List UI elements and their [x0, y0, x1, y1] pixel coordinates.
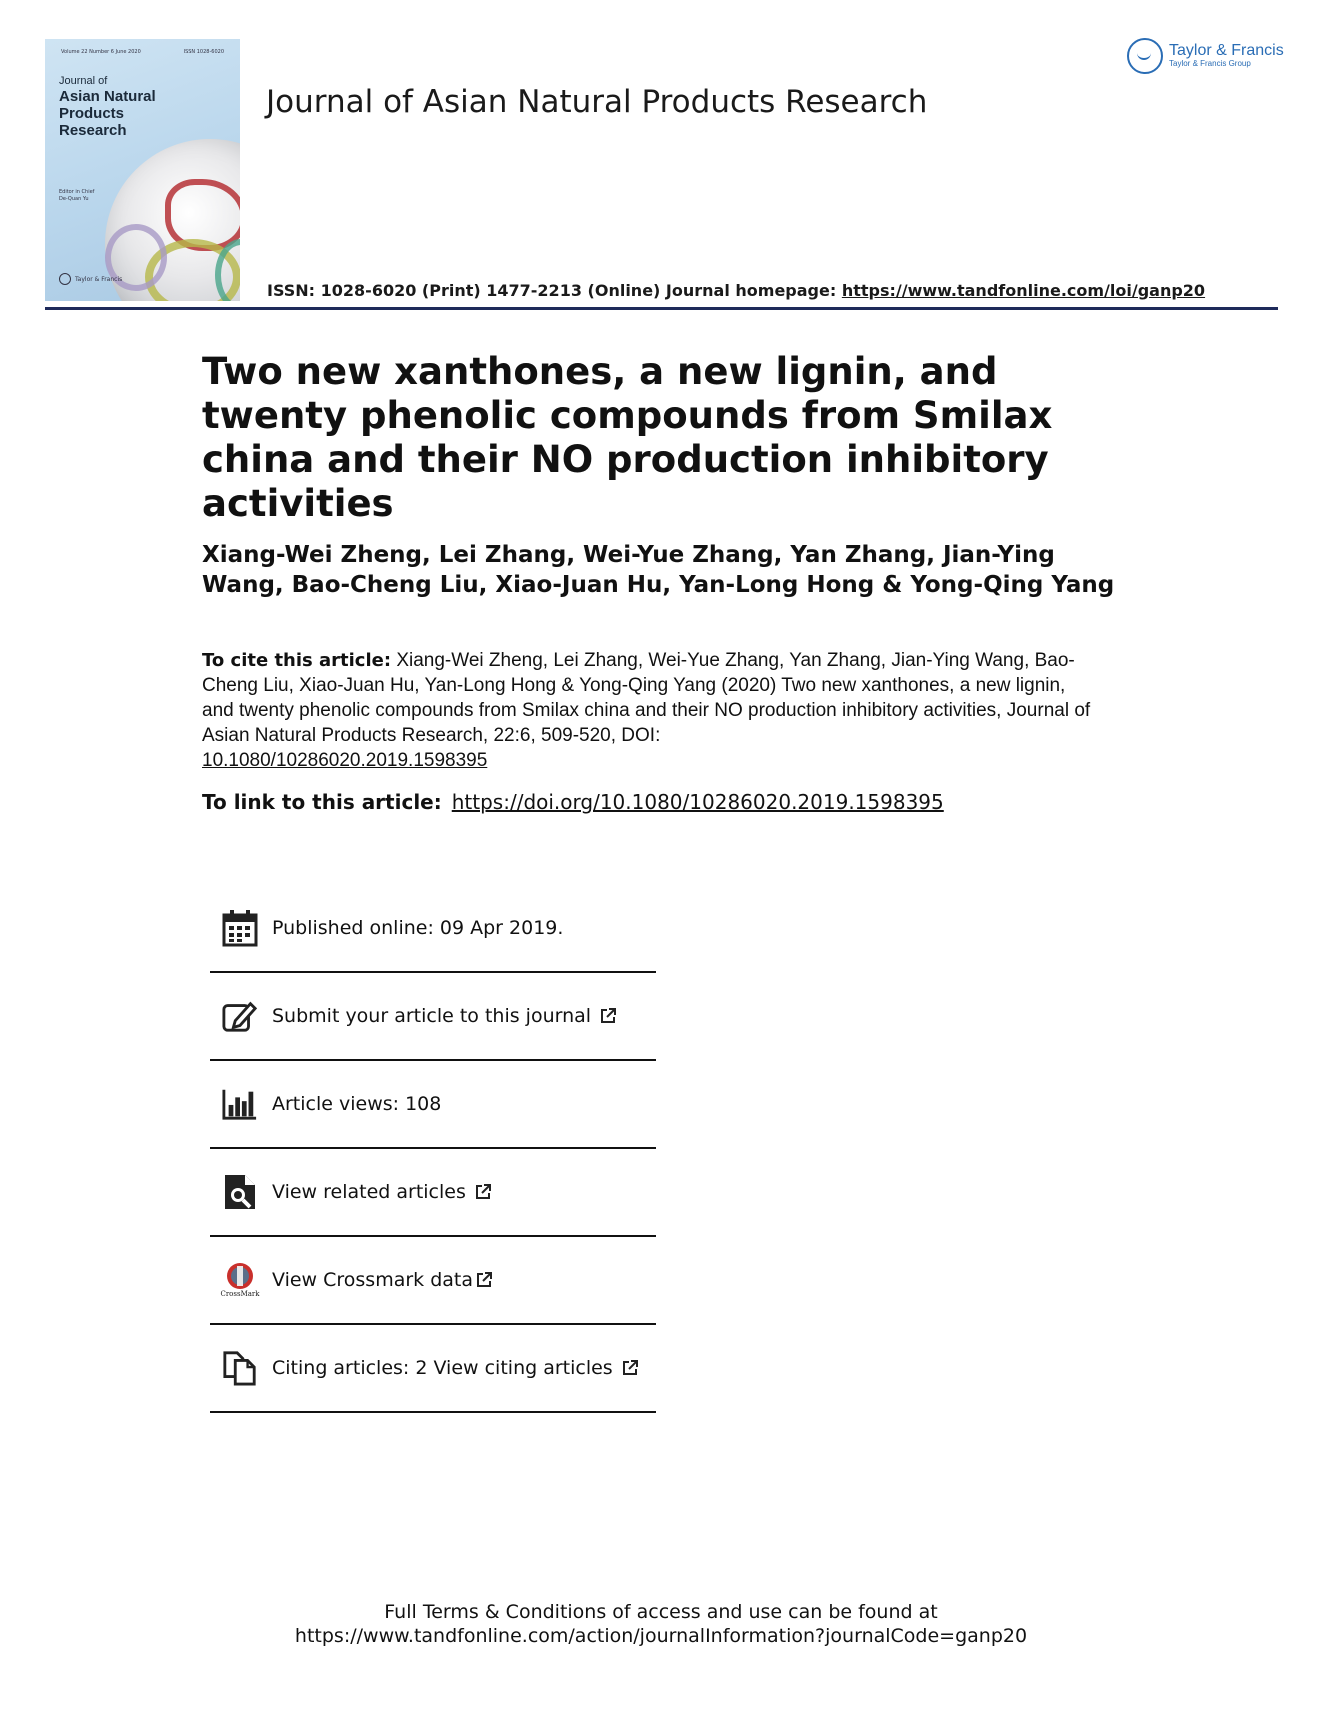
- journal-cover-image: [45, 39, 240, 301]
- external-link-icon: [599, 1007, 617, 1025]
- publisher-group: Taylor & Francis Group: [1169, 59, 1251, 68]
- citation-label: To cite this article:: [202, 650, 392, 671]
- article-title: Two new xanthones, a new lignin, and twenty phenolic compounds from Smilax china and their NO production inhibitory activities: [202, 350, 1053, 525]
- issn-text: ISSN: 1028-6020 (Print) 1477-2213 (Online) Journal homepage:: [267, 281, 842, 300]
- footer-terms-link[interactable]: https://www.tandfonline.com/action/journalInformation?journalCode=ganp20: [294, 1625, 1028, 1647]
- journal-title: Journal of Asian Natural Products Research: [266, 84, 928, 120]
- bar-chart-icon: [222, 1085, 258, 1123]
- cover-editor: [59, 189, 94, 203]
- cover-title: [59, 75, 156, 139]
- cover-title-line: Journal of: [59, 75, 108, 87]
- citation-block: [202, 648, 1102, 773]
- publisher-name: Taylor & Francis: [1169, 42, 1284, 59]
- crossmark-icon: [222, 1261, 258, 1299]
- article-doi-link[interactable]: https://doi.org/10.1080/10286020.2019.1598395: [451, 790, 944, 814]
- citing-articles-item[interactable]: [210, 1325, 656, 1413]
- journal-homepage-link[interactable]: https://www.tandfonline.com/loi/ganp20: [841, 281, 1206, 300]
- cover-logo-icon: [59, 273, 71, 285]
- cover-topline: [45, 49, 240, 59]
- crossmark-logo-text: CrossMark: [220, 1290, 260, 1298]
- crossmark-item[interactable]: [210, 1237, 656, 1325]
- cover-volume: Volume 22 Number 6 June 2020: [61, 49, 141, 55]
- external-link-icon: [474, 1183, 492, 1201]
- external-link-icon: [475, 1271, 493, 1289]
- citation-text: Xiang-Wei Zheng, Lei Zhang, Wei-Yue Zhang, Yan Zhang, Jian-Ying Wang, Bao-Cheng Liu, Xiao-Juan Hu, Yan-Long Hong & Yong-Qing Yang (2020) Two new xanthones, a new lignin, and twenty phenolic compounds from Smilax china and their NO production inhibitory activities, Journal of Asian Natural Products Research, 22:6, 509-520, DOI:: [202, 650, 1091, 746]
- cover-publisher-logo: [59, 273, 122, 285]
- published-online-text: Published online: 09 Apr 2019.: [272, 917, 564, 939]
- submit-article-item[interactable]: [210, 973, 656, 1061]
- header-divider: [45, 307, 1278, 310]
- cover-title-line: Asian Natural: [59, 88, 156, 105]
- document-search-icon: [222, 1173, 258, 1211]
- related-articles-item[interactable]: [210, 1149, 656, 1237]
- cover-title-line: Research: [59, 122, 127, 139]
- citing-articles-text: Citing articles: 2 View citing articles: [272, 1357, 613, 1379]
- publisher-logo[interactable]: [1127, 38, 1284, 74]
- footer-line: Full Terms & Conditions of access and use can be found at: [384, 1601, 938, 1623]
- issn-line: [267, 281, 1205, 300]
- external-link-icon: [621, 1359, 639, 1377]
- submit-article-text: Submit your article to this journal: [272, 1005, 592, 1027]
- article-views-text: Article views: 108: [272, 1093, 442, 1115]
- calendar-icon: [222, 909, 258, 947]
- article-info-list: [210, 885, 656, 1413]
- related-articles-text: View related articles: [272, 1181, 466, 1203]
- edit-icon: [222, 997, 258, 1035]
- link-label: To link to this article:: [202, 790, 442, 814]
- cover-editor-label: Editor in Chief: [59, 189, 95, 195]
- cover-publisher-name: Taylor & Francis: [75, 275, 123, 283]
- published-online-item: [210, 885, 656, 973]
- article-views-item: [210, 1061, 656, 1149]
- crossmark-text: View Crossmark data: [272, 1269, 474, 1291]
- footer-terms: [0, 1600, 1322, 1648]
- cover-issn: ISSN 1028-6020: [183, 49, 224, 55]
- article-authors: Xiang-Wei Zheng, Lei Zhang, Wei-Yue Zhang, Yan Zhang, Jian-Ying Wang, Bao-Cheng Liu, Xiao-Juan Hu, Yan-Long Hong & Yong-Qing Yang: [202, 542, 1115, 598]
- copy-documents-icon: [222, 1349, 258, 1387]
- cover-title-line: Products: [59, 105, 125, 122]
- article-link-line: [202, 790, 944, 814]
- taylor-francis-logo-icon: [1127, 38, 1163, 74]
- citation-doi-link[interactable]: 10.1080/10286020.2019.1598395: [202, 750, 488, 771]
- cover-editor-name: De-Quan Yu: [59, 196, 89, 202]
